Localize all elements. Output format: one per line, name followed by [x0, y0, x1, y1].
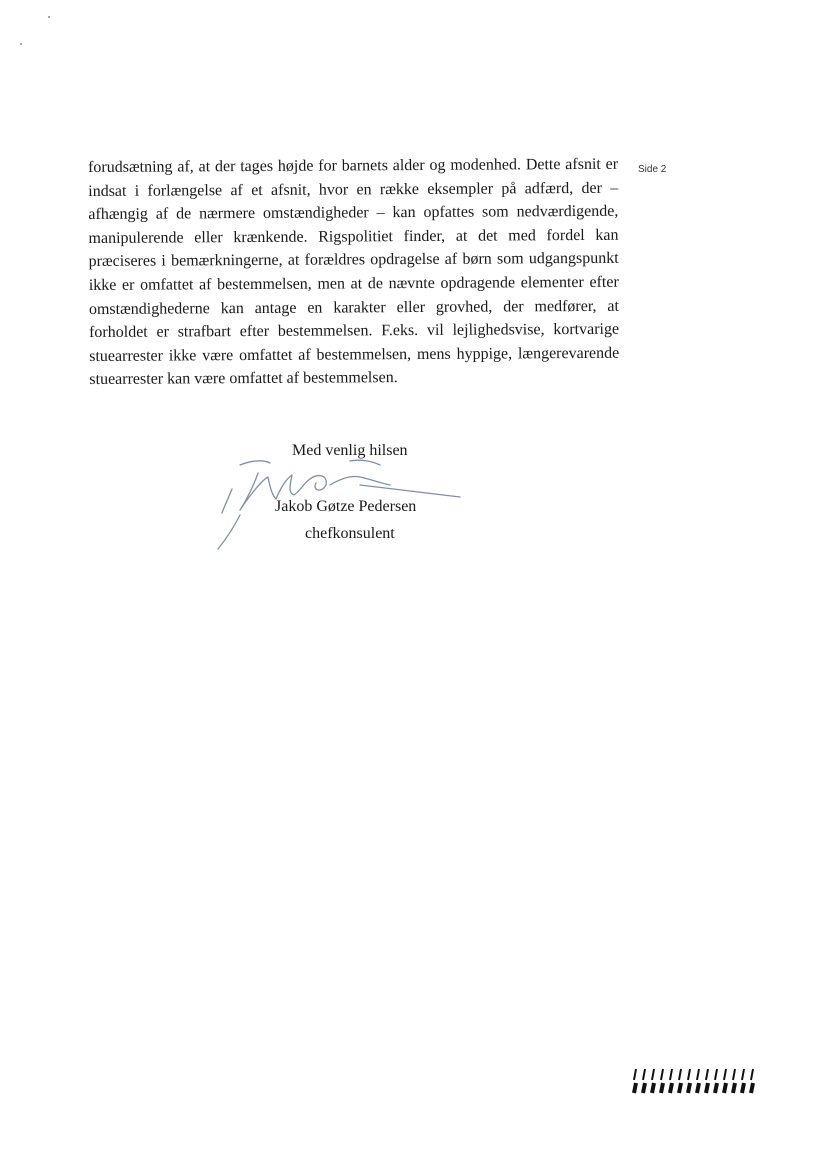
closing-greeting: Med venlig hilsen	[292, 442, 408, 459]
barcode-stroke	[688, 1069, 690, 1080]
barcode-stroke	[733, 1083, 735, 1093]
barcode-stroke	[652, 1069, 654, 1080]
body-line: præciseres i bemærkningerne, at forældres opdragelse af børn som udgangspunkt	[88, 250, 619, 271]
body-line: ikke er omfattet af bestemmelsen, men at de nævnte opdragende elementer efter	[88, 273, 619, 294]
barcode-stroke	[715, 1069, 717, 1080]
body-line: omstændighederne kan antage en karakter eller grovhed, der medfører, at	[88, 297, 619, 318]
barcode	[630, 1066, 760, 1096]
barcode-stroke	[742, 1083, 744, 1093]
barcode-stroke	[661, 1069, 663, 1080]
body-line: forudsætning af, at der tages højde for barnets alder og modenhed. Dette afsnit er	[88, 155, 619, 176]
barcode-stroke	[706, 1083, 708, 1093]
barcode-stroke	[697, 1083, 699, 1093]
page-number: Side 2	[638, 164, 667, 175]
barcode-stroke	[670, 1083, 672, 1093]
barcode-stroke	[733, 1069, 735, 1080]
body-line: afhængig af de nærmere omstændigheder – kan opfattes som nedværdigende,	[88, 202, 619, 224]
signer-title: chefkonsulent	[305, 525, 395, 542]
barcode-stroke	[670, 1069, 672, 1080]
body-line: stuearrester ikke være omfattet af bestemmelsen, mens hyppige, længerevarende	[89, 344, 620, 365]
barcode-stroke	[652, 1083, 654, 1093]
barcode-stroke	[634, 1083, 636, 1093]
barcode-stroke	[661, 1083, 663, 1093]
barcode-stroke	[751, 1069, 753, 1080]
barcode-stroke	[724, 1069, 726, 1080]
barcode-stroke	[643, 1069, 645, 1080]
scan-speck	[20, 43, 22, 45]
barcode-stroke	[706, 1069, 708, 1080]
body-line: forholdet er strafbart efter bestemmelsen. F.eks. vil lejlighedsvise, kortvarige	[89, 320, 620, 342]
barcode-stroke	[634, 1069, 636, 1080]
barcode-stroke	[751, 1083, 753, 1093]
barcode-stroke	[697, 1069, 699, 1080]
barcode-stroke	[679, 1083, 681, 1093]
signer-name: Jakob Gøtze Pedersen	[275, 498, 417, 515]
barcode-stroke	[742, 1069, 744, 1080]
barcode-stroke	[688, 1083, 690, 1093]
barcode-stroke	[643, 1083, 645, 1093]
body-line: stuearrester kan være omfattet af bestemmelsen.	[89, 369, 398, 389]
barcode-stroke	[724, 1083, 726, 1093]
barcode-stroke	[715, 1083, 717, 1093]
barcode-stroke	[679, 1069, 681, 1080]
body-line: manipulerende eller krænkende. Rigspolitiet finder, at det med fordel kan	[88, 226, 619, 247]
letter-body	[88, 153, 619, 392]
body-line: indsat i forlængelse af et afsnit, hvor en række eksempler på adfærd, der –	[88, 179, 619, 200]
scan-speck	[48, 16, 50, 18]
